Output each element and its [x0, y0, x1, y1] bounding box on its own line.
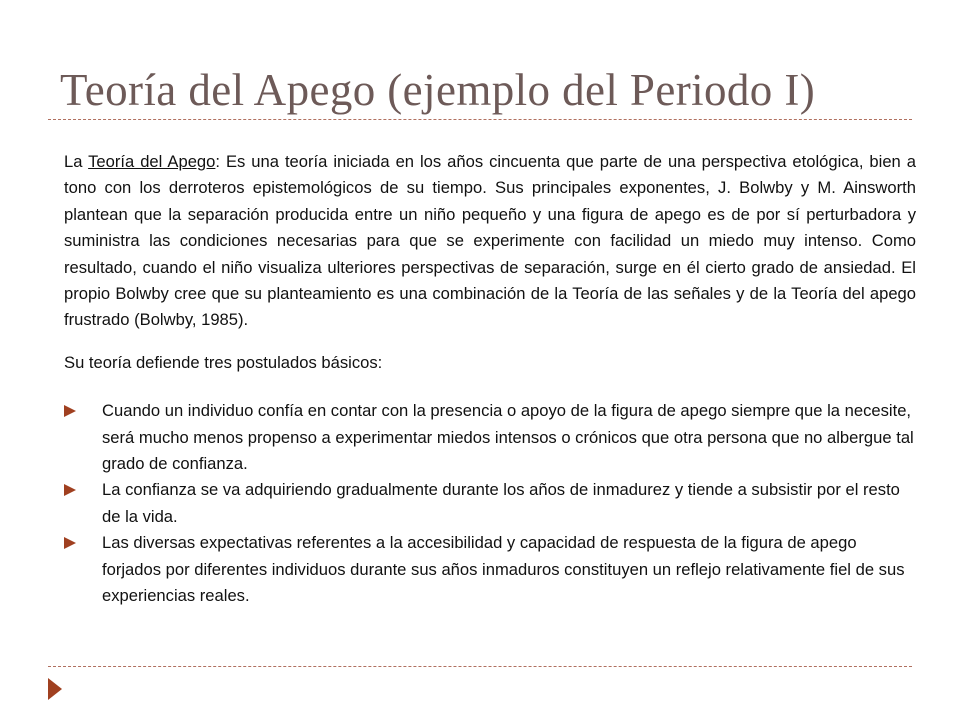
postulates-heading: Su teoría defiende tres postulados básicos:	[64, 352, 383, 372]
slide-title: Teoría del Apego (ejemplo del Periodo I)	[60, 65, 816, 115]
postulate-item	[64, 398, 916, 477]
title-divider	[48, 119, 912, 120]
intro-text: : Es una teoría iniciada en los años cincuenta que parte de una perspectiva etológica, bien a tono con los derroteros epistemológicos de su tiempo. Sus principales exponentes, J. Bolwby y M. Ainsworth plantean que la separación producida entre un niño pequeño y una figura de apego es de por sí perturbadora y suministra las condiciones necesarias para que se experimente con facilidad un miedo muy intenso. Como resultado, cuando el niño visualiza ulteriores perspectivas de separación, surge en él cierto grado de ansiedad. El propio Bolwby cree que su planteamiento es una combinación de la Teoría de las señales y de la Teoría del apego frustrado (Bolwby, 1985).	[64, 152, 916, 330]
postulate-item	[64, 530, 916, 609]
postulate-text: Las diversas expectativas referentes a la accesibilidad y capacidad de respuesta de la figura de apego forjados por diferentes individuos durante sus años inmaduros constituyen un reflejo relativamente fiel de sus experiencias reales.	[102, 533, 905, 606]
arrow-bullet-icon	[64, 537, 76, 549]
footer-triangle-icon	[48, 678, 62, 700]
postulate-item	[64, 477, 916, 530]
postulates-list	[64, 398, 916, 609]
intro-lead: La	[64, 152, 89, 171]
slide-body	[64, 149, 916, 610]
theory-term-link[interactable]: Teoría del Apego	[88, 152, 216, 171]
intro-paragraph	[64, 149, 916, 334]
footer-divider	[48, 666, 912, 667]
postulate-text: La confianza se va adquiriendo gradualmente durante los años de inmadurez y tiende a subsistir por el resto de la vida.	[102, 480, 900, 526]
postulate-text: Cuando un individuo confía en contar con la presencia o apoyo de la figura de apego siempre que la necesite, será mucho menos propenso a experimentar miedos intensos o crónicos que otra persona que no albergue tal grado de confianza.	[102, 401, 914, 474]
arrow-bullet-icon	[64, 484, 76, 496]
arrow-bullet-icon	[64, 405, 76, 417]
